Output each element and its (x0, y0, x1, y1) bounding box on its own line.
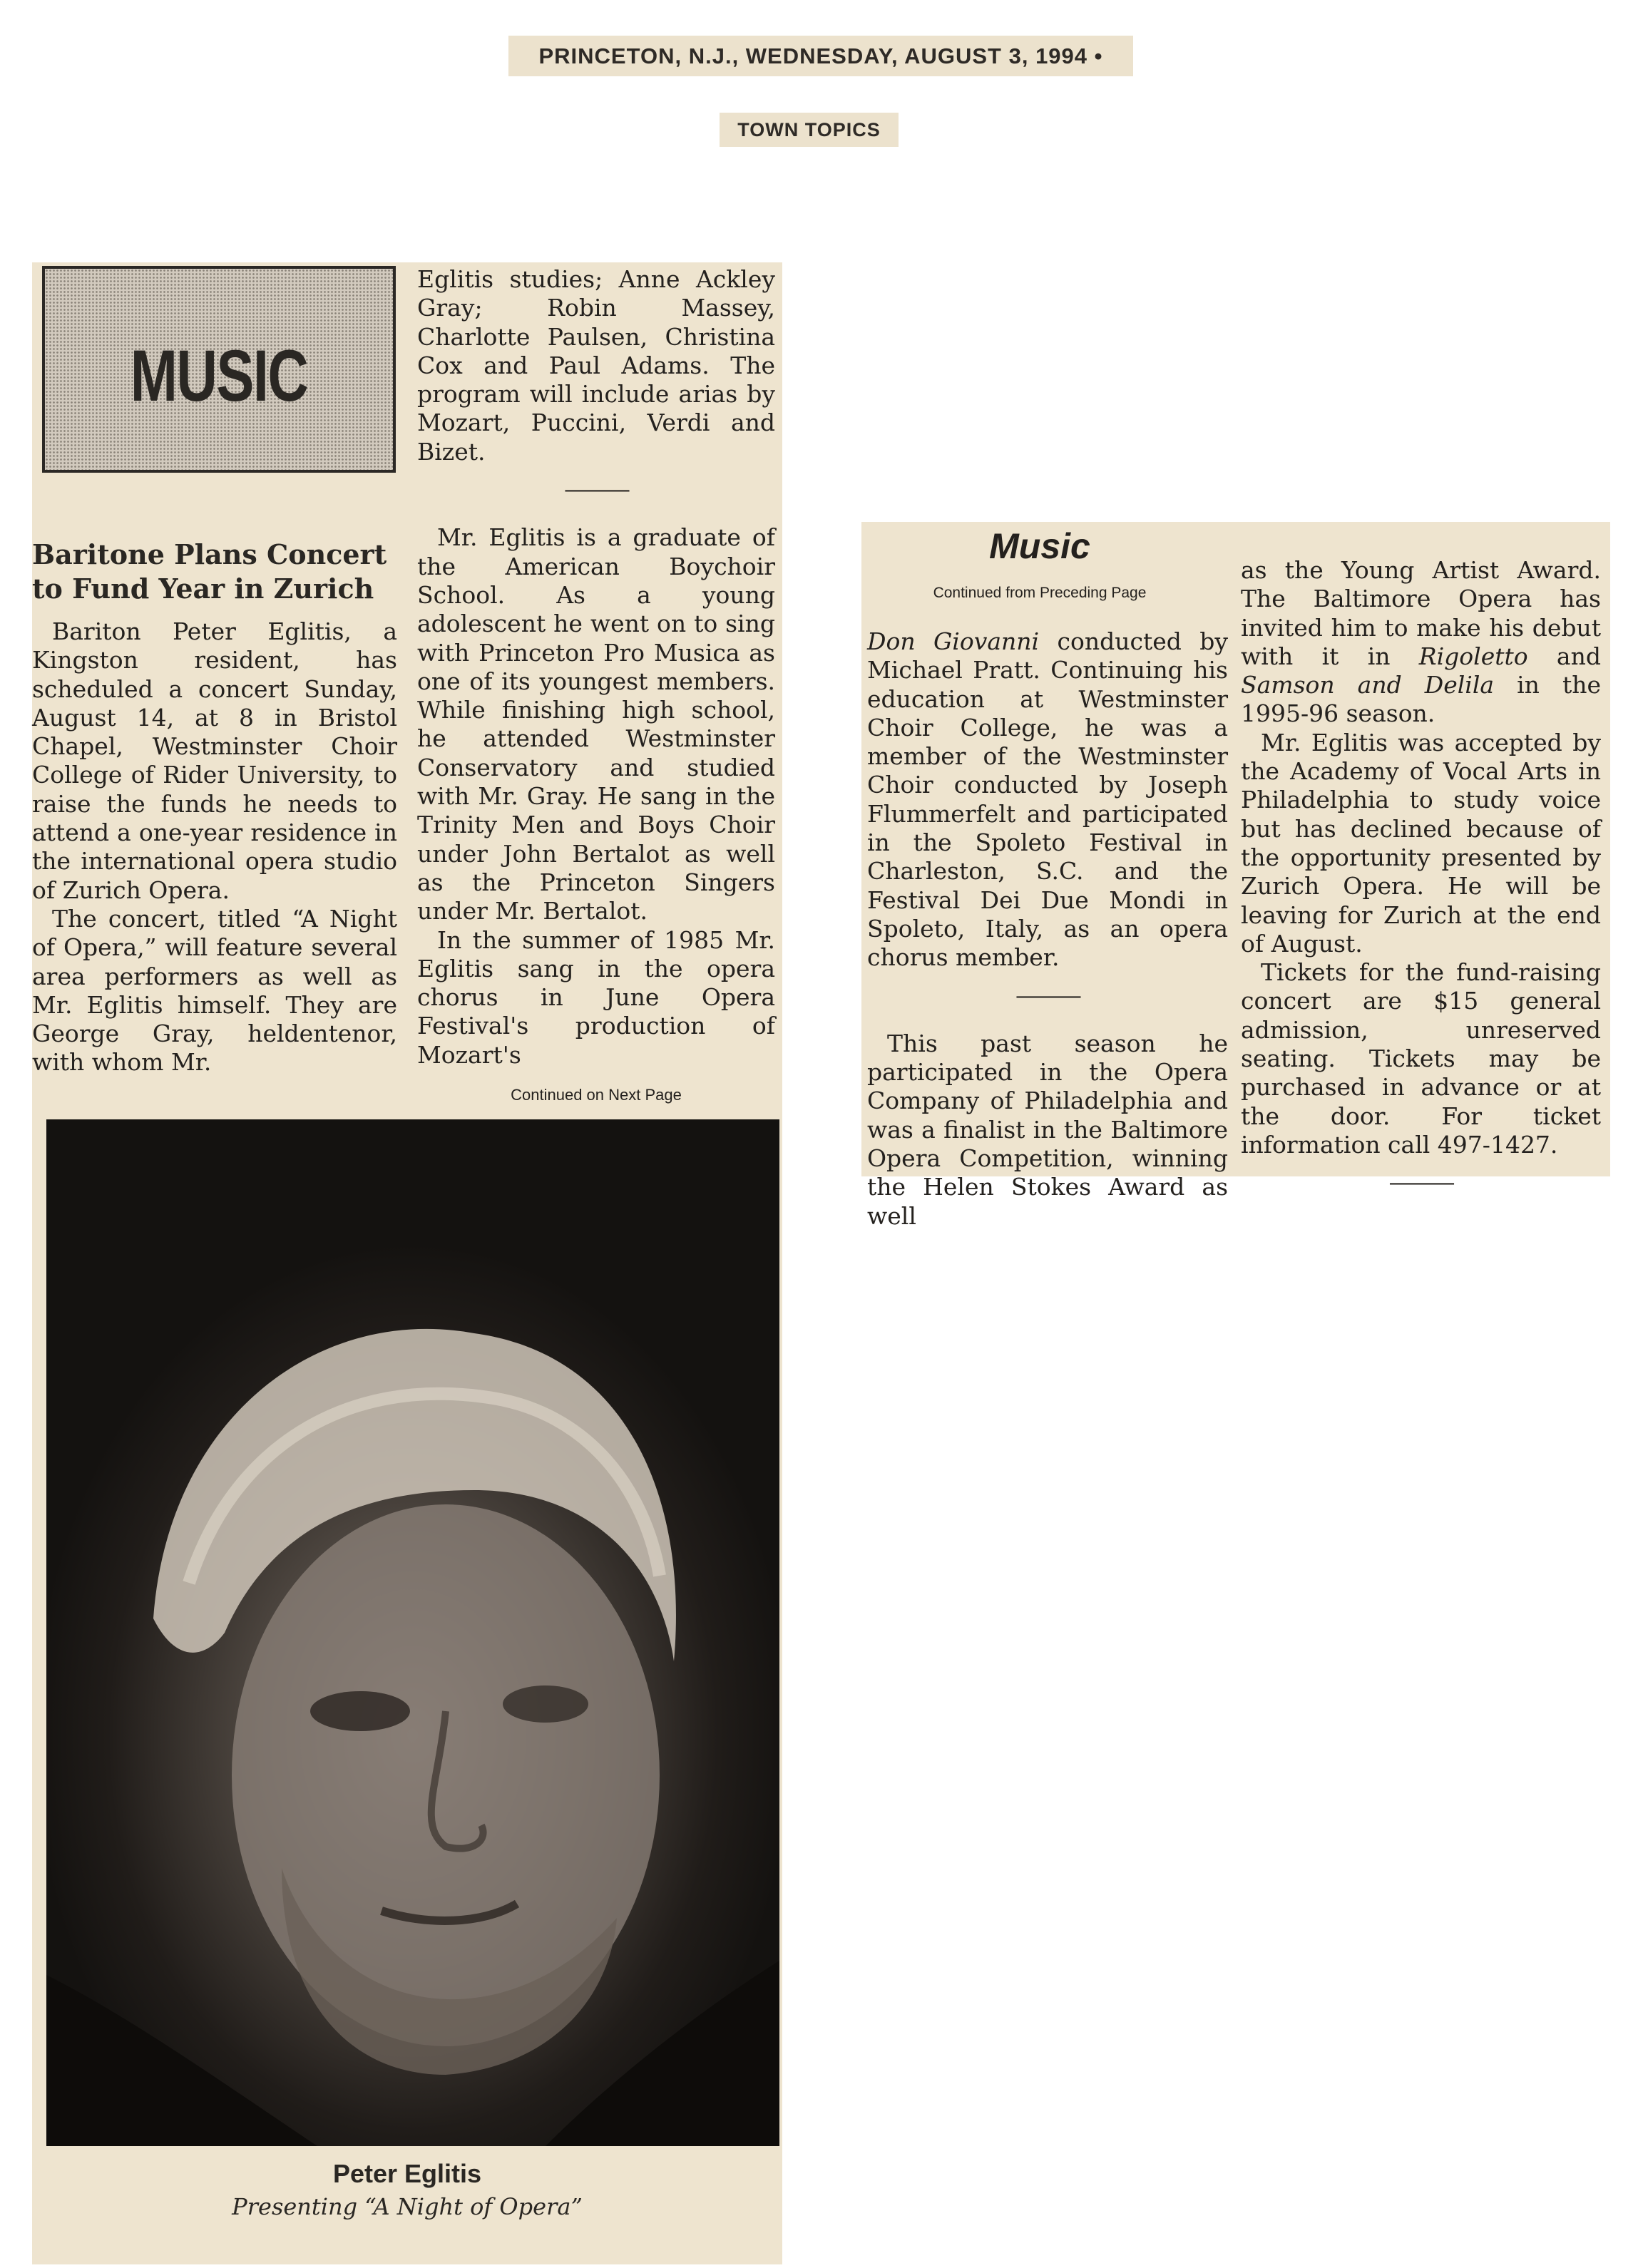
section-banner (42, 266, 396, 473)
article-column-1 (32, 617, 397, 1077)
article-paragraph: Mr. Eglitis was accepted by the Academy of Vocal Arts in Philadelphia to study voice but has declined because of the opportunity presented by Zurich Opera. He will be leaving for Zurich at the end of August. (1241, 728, 1601, 958)
article-column-2 (417, 265, 775, 1109)
photo-caption-subtitle: Presenting “A Night of Opera” (232, 2193, 583, 2220)
continuation-subtitle: Continued from Preceding Page (933, 585, 1147, 601)
article-paragraph: Mr. Eglitis is a graduate of the American Boychoir School. As a young adolescent he went on to sing with Princeton Pro Musica as one of its youngest members. While finishing high school, he attended Westminster Conservatory and studied with Mr. Gray. He sang in the Trinity Men and Boys Choir under John Bertalot as well as the Princeton Singers under Mr. Bertalot. (417, 523, 775, 925)
paragraph-text: conducted by Michael Pratt. Continuing his education at Westminster Choir College, he was a member of the Westminster Choir conducted by Joseph Flummerfelt and participated in the Spoleto Festival in Charleston, S.C. and the Festival Dei Due Mondi in Spoleto, Italy, as an opera chorus member. (867, 627, 1229, 972)
opera-title: Don Giovanni (867, 627, 1040, 655)
dateline: PRINCETON, N.J., WEDNESDAY, AUGUST 3, 1994 • (508, 36, 1133, 76)
section-separator: ——— (564, 475, 628, 503)
portrait-photo-image (46, 1119, 779, 2146)
section-separator: ——— (1015, 980, 1080, 1009)
article-paragraph: Bariton Peter Eglitis, a Kingston resident, has scheduled a concert Sunday, August 14, at 8 in Bristol Chapel, Westminster Choir College of Rider University, to raise the funds he needs to attend a one-year residence in the international opera studio of Zurich Opera. (32, 617, 397, 904)
paragraph-text: in the 1995-96 season. (1241, 671, 1601, 728)
article-paragraph: This past season he participated in the Opera Company of Philadelphia and was a finalist in the Baltimore Opera Competition, winning the Helen Stokes Award as well (867, 1029, 1228, 1230)
end-rule: ——— (1388, 1168, 1453, 1196)
photo-caption-name: Peter Eglitis (332, 2159, 482, 2188)
continuation-column-1 (867, 627, 1228, 1231)
article-headline: Baritone Plans Concert to Fund Year in Zurich (32, 538, 387, 605)
article-paragraph: The concert, titled “A Night of Opera,” will feature several area performers as well as Mr. Eglitis himself. They are George Gray, heldentenor, with whom Mr. (32, 904, 397, 1077)
section-label: MUSIC (130, 335, 308, 416)
newspaper-name: TOWN TOPICS (720, 113, 899, 147)
paragraph-text: as the Young Artist Award. The Baltimore Opera has invited him to make his debut with it in (1241, 556, 1601, 670)
paragraph-text: and (1527, 642, 1601, 670)
article-paragraph (1241, 556, 1601, 729)
article-paragraph: Eglitis studies; Anne Ackley Gray; Robin Massey, Charlotte Paulsen, Christina Cox and Paul Adams. The program will include arias by Mozart, Puccini, Verdi and Bizet. (417, 265, 775, 466)
portrait-photo (46, 1119, 779, 2146)
article-clipping (32, 262, 782, 2264)
article-paragraph: In the summer of 1985 Mr. Eglitis sang in the opera chorus in June Opera Festival's production of Mozart's (417, 925, 775, 1069)
continuation-clipping (861, 522, 1610, 1230)
continuation-title: Music (989, 526, 1090, 566)
article-paragraph (867, 627, 1228, 973)
continuation-column-2 (1241, 556, 1601, 1217)
opera-title: Rigoletto (1418, 642, 1528, 670)
article-paragraph: Tickets for the fund-raising concert are $15 general admission, unreserved seating. Tickets may be purchased in advance or at the door. For ticket information call 497-1427. (1241, 958, 1601, 1159)
opera-title: Samson and Delila (1241, 671, 1495, 699)
continued-note: Continued on Next Page (511, 1086, 682, 1104)
